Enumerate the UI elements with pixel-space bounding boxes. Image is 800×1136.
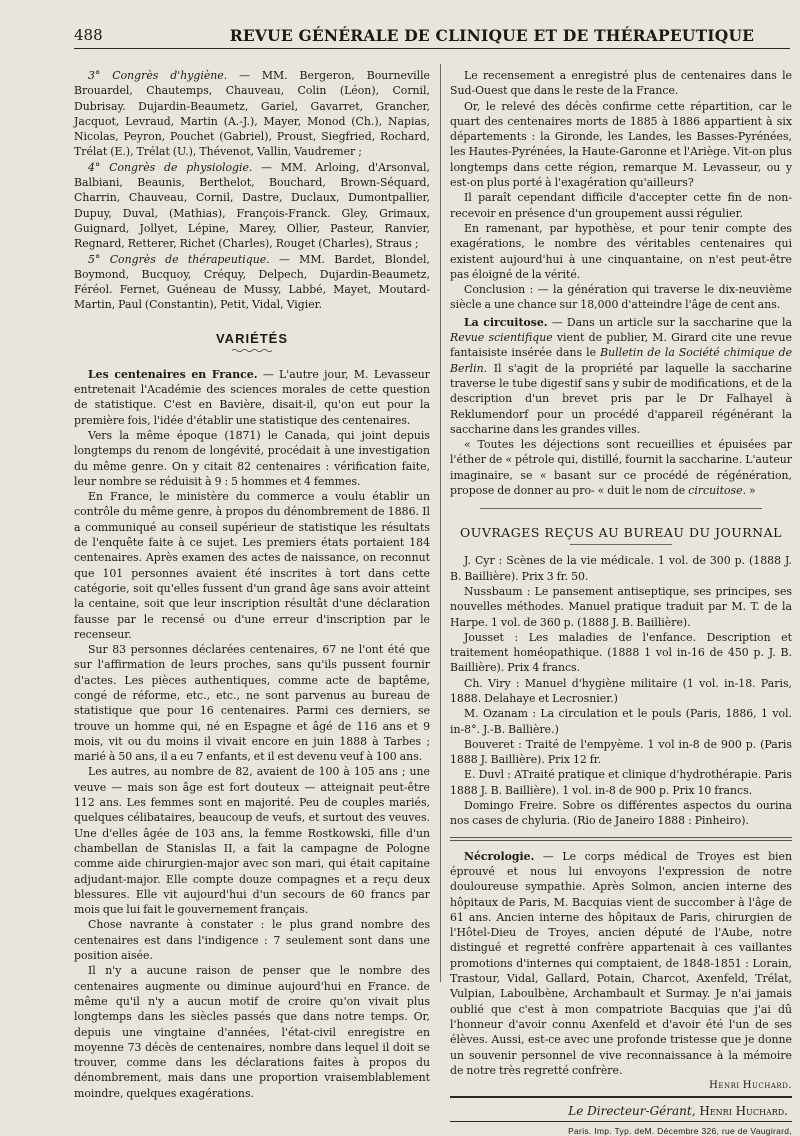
directeur-gerant (450, 1104, 792, 1118)
running-title: REVUE GÉNÉRALE DE CLINIQUE ET DE THÉRAPEUTIQUE (229, 26, 755, 45)
congres-physiologie-label: 4° Congrès de physiologie. (88, 160, 253, 174)
column-divider (440, 64, 441, 982)
imprint-line: Paris. Imp. Typ. deM. Décembre 326, rue de Vaugirard, (568, 1126, 792, 1136)
congres-physiologie-text: — MM. Arloing, d'Arsonval, Balbiani, Beaunis, Berthelot, Bouchard, Brown-Séquard, Charrin, Chauveau, Cornil, Dastre, Duclaux, Dumontpallier, Dupuy, Duval, (Mathias), François-Franck. Gley, Grimaux, Guignard, Jollyet, Lépine, Marey, Ollier, Pasteur, Ranvier, Regnard, Retterer, Richet (Charles), Rouget (Charles), Straus ; (74, 160, 430, 251)
book-entry: M. Ozanam : La circulation et le pouls (Paris, 1886, 1 vol. in-8°. J.-B. Ballière.) (450, 707, 792, 736)
centenaires-p7: Il n'y a aucune raison de penser que le nombre des centenaires augmente ou diminue aujourd'hui en France. de même qu'il n'y a aucun motif de croire qu'on vivait plus longtemps dans les siècles passés que dans notre temps. Or, depuis une vingtaine d'années, l'état-civil enregistre en moyenne 73 décès de centenaires, nombre dans lequel il doit se trouver, comme dans les déclarations faites à propos du dénombrement, mais dans une proportion vraisemblablement moindre, quelques exagérations. (74, 964, 430, 1100)
centenaires-p1-text: — L'autre jour, M. Levasseur entretenait l'Académie des sciences morales de cette question de statistique. C'est en Bavière, disait-il, qu'on eut pour la première fois, l'idée d'établir une statistique des centenaires. (74, 367, 430, 427)
centenaires-lead: Les centenaires en France. (88, 367, 258, 381)
circuitose-text-c: Il s'agit de la propriété par laquelle la saccharine traverse le tube digestif sans y subir de modifications, et de la description d'un brevet pris par le Dr Falhayel à Reklumendorf pour un procédé d'appareil régénérant la saccharine dans les grandes villes. (450, 361, 792, 436)
circuitose-word: circuitose (688, 484, 743, 498)
book-entry: Ch. Viry : Manuel d'hygiène militaire (1 vol. in-18. Paris, 1888. Delahaye et Lecrosnier.) (450, 676, 792, 705)
necrologie-lead: Nécrologie. (464, 849, 535, 863)
book-entry: Bouveret : Traité de l'empyème. 1 vol in-8 de 900 p. (Paris 1888 J. Baillière). Prix 12 fr. (450, 737, 792, 767)
right-p5: Conclusion : — la génération qui traverse le dix-neuvième siècle a une chance sur 18,000 d'atteindre l'âge de cent ans. (450, 283, 792, 312)
congres-hygiene-label: 3° Congrès d'hygiène. (88, 69, 228, 82)
congres-therapeutique (74, 252, 430, 313)
centenaires-p3: En France, le ministère du commerce a voulu établir un contrôle du même genre, à propos du dénombrement de 1886. Il a communiqué au conseil supérieur de statistique les résultats de l'enquête faite à ce sujet. Les premiers états portaient 184 centenaires. Après examen des actes de naissance, on reconnut que 101 personnes avaient été inscrites à tort dans cette catégorie, soit qu'elles fussent d'un grand âge sans avoir atteint la centaine, soit que leur inscription résultât d'une déclaration fausse par le recensé ou d'une erreur d'inscription par le recenseur. (74, 490, 430, 641)
page-number: 488 (74, 26, 103, 44)
section-divider (480, 508, 762, 509)
right-column (450, 68, 792, 1136)
congres-therapeutique-label: 5° Congrès de thérapeutique. (88, 252, 270, 266)
centenaires-p6: Chose navrante à constater : le plus grand nombre des centenaires est dans l'indigence : 7 seulement sont dans une position aisée. (74, 918, 430, 963)
right-p1: Le recensement a enregistré plus de centenaires dans le Sud-Ouest que dans le reste de la France. (450, 69, 792, 98)
centenaires-p4: Sur 83 personnes déclarées centenaires, 67 ne l'ont été que sur l'affirmation de leurs proches, sans qu'ils pussent fournir d'actes. Les pièces authentiques, comme acte de baptême, congé de réforme, etc., etc., ne sont parvenus au bureau de statistique que pour 16 centenaires. Parmi ces derniers, se trouve un homme qui, né en Espagne et âgé de 116 ans et 9 mois, vit ou du moins il vivait encore en juin 1888 à Tarbes ; marié à 50 ans, il a eu 7 enfants, et il est devenu veuf à 100 ans. (74, 643, 430, 764)
circuitose-lead: La circuitose. (464, 315, 548, 329)
congres-hygiene (74, 68, 430, 160)
book-entry: J. Cyr : Scènes de la vie médicale. 1 vol. de 300 p. (1888 J. B. Baillière). Prix 3 fr. 50. (450, 554, 792, 583)
necrologie-signature: Henri Huchard. (709, 1080, 792, 1092)
ornament-squiggle (232, 348, 272, 353)
circuitose-revue: Revue scientifique (450, 331, 553, 345)
book-entry: Nussbaum : Le pansement antiseptique, ses principes, ses nouvelles méthodes. Manuel pratique traduit par M. T. de la Harpe. 1 vol. de 360 p. (1888 J. B. Baillière). (450, 584, 792, 629)
double-rule (450, 837, 792, 841)
right-p2: Or, le relevé des décès confirme cette répartition, car le quart des centenaires morts de 1885 à 1886 appartient à six départements : la Gironde, les Landes, les Basses-Pyrénées, les Hautes-Pyrénées, la Haute-Garonne et l'Ariège. Vit-on plus longtemps dans cette région, remarque M. Levasseur, ou y est-on plus porté à l'exagération qu'ailleurs? (450, 99, 792, 190)
circuitose-bulletin: Bulletin de la Société chimique de Berlin. (450, 346, 793, 375)
varietes-heading: VARIÉTÉS (215, 330, 289, 346)
book-entry: Domingo Freire. Sobre os différentes aspectos du ourina nos cases de chyluria. (Rio de Janeiro 1888 : Pinheiro). (450, 799, 792, 828)
necrologie-paragraph (450, 849, 792, 1078)
centenaires-p2: Vers la même époque (1871) le Canada, qui joint depuis longtemps du renom de longévité, procédait à une investigation du même genre. On y citait 82 centenaires : vérification faite, leur nombre se réduisit à 9 : 5 hommes et 4 femmes. (74, 428, 430, 488)
centenaires-p1 (74, 367, 430, 428)
congres-physiologie (74, 160, 430, 252)
gerant-label: Le Directeur-Gérant, (568, 1104, 696, 1119)
congres-therapeutique-text: — MM. Bardet, Blondel, Boymond, Bucquoy, Créquy, Delpech, Dujardin-Beaumetz, Féréol. Fernet, Guéneau de Mussy, Labbé, Mayet, Moutard-Martin, Paul (Constantin), Petit, Vidal, Vigier. (74, 252, 430, 312)
circuitose-quote (450, 437, 792, 498)
circuitose-paragraph (450, 315, 792, 437)
congres-hygiene-text: — MM. Bergeron, Bourneville Brouardel, Chautemps, Chauveau, Colin (Léon), Cornil, Dubrisay. Dujardin-Beaumetz, Gariel, Gavarret, Grancher, Jacquot, Levraud, Martin (A.-J.), Mayer, Monod (Ch.), Napias, Nicolas, Peyron, Pouchet (Gabriel), Proust, Siegfried, Rochard, Trélat (E.), Trélat (U.), Thévenot, Vallin, Vaudremer ; (74, 69, 430, 159)
page-header (74, 24, 790, 49)
right-p4: En ramenant, par hypothèse, et pour tenir compte des exagérations, le nombre des véritables centenaires qui existent aujourd'hui à une cinquantaine, on n'est peut-être pas éloigné de la vérité. (450, 221, 792, 281)
ouvrages-heading: OUVRAGES REÇUS AU BUREAU DU JOURNAL (460, 525, 782, 541)
circuitose-quote-text: « Toutes les déjections sont recueillies et épuisées par l'éther de « pétrole qui, distillé, fournit la saccharine. L'auteur imaginaire, se « basant sur ce procédé de régénération, propose de donner au pro- « duit le nom de (450, 438, 792, 498)
book-entry: Jousset : Les maladies de l'enfance. Description et traitement homéopathique. (1888 1 vol in-16 de 450 p. J. B. Baillière). Prix 4 francs. (450, 630, 792, 675)
necrologie-text: — Le corps médical de Troyes est bien éprouvé et nous lui envoyons l'expression de notre douloureuse sympathie. Après Solmon, ancien interne des hôpitaux de Paris, M. Bacquias vient de succomber à l'âge de 61 ans. Ancien interne des hôpitaux de Paris, chirurgien de l'Hôtel-Dieu de Troyes, ancien député de l'Aube, notre distingué et regretté confrère appartenait à ces vaillantes promotions d'internes qui comptaient, de 1848-1851 : Lorain, Trastour, Vidal, Gallard, Potain, Charcot, Axenfeld, Trélat, Vulpian, Laboulbène, Archambault et Surmay. Je n'ai jamais oublié que c'est à mon compatriote Bacquias que j'ai dû l'honneur d'avoir connu Axenfeld et d'avoir été l'un de ses élèves. Aussi, est-ce avec une profonde tristesse que je donne un souvenir personnel de vive reconnaissance à la mémoire de notre très regretté confrère. (450, 849, 792, 1077)
left-column (74, 68, 430, 1101)
right-p3: Il paraît cependant difficile d'accepter cette fin de non-recevoir en présence d'un groupement aussi régulier. (450, 191, 792, 220)
short-divider (570, 544, 672, 545)
circuitose-quote-end: . » (742, 484, 756, 498)
gerant-name: Henri Huchard. (699, 1104, 788, 1119)
centenaires-p5: Les autres, au nombre de 82, avaient de 100 à 105 ans ; une veuve — mais son âge est fort douteux — atteignait peut-être 112 ans. Les femmes sont en majorité. Peu de couples mariés, quelques célibataires, beaucoup de veufs, et surtout des veuves. Une d'elles âgée de 103 ans, la femme Rostkowski, fille d'un chambellan de Stanislas II, a fait la campagne de Pologne comme aide chirurgien-major avec son mari, qui était capitaine adjudant-major. Elle compte douze compagnes et a reçu deux blessures. Elle vit aujourd'hui d'un secours de 60 francs par mois que lui fait le gouvernement français. (74, 765, 430, 917)
book-entry: E. Duvl : ATraité pratique et clinique d'hydrothérapie. Paris 1888 J. B. Baillière). 1 vol. in-8 de 900 p. Prix 10 francs. (450, 768, 792, 797)
circuitose-text-b: vient de publier, M. Girard cite une revue fantaisiste insérée dans le (450, 331, 793, 360)
imprint-rule (450, 1121, 792, 1122)
circuitose-text-a: — Dans un article sur la saccharine que la (547, 315, 792, 329)
heavy-rule (450, 1096, 792, 1098)
